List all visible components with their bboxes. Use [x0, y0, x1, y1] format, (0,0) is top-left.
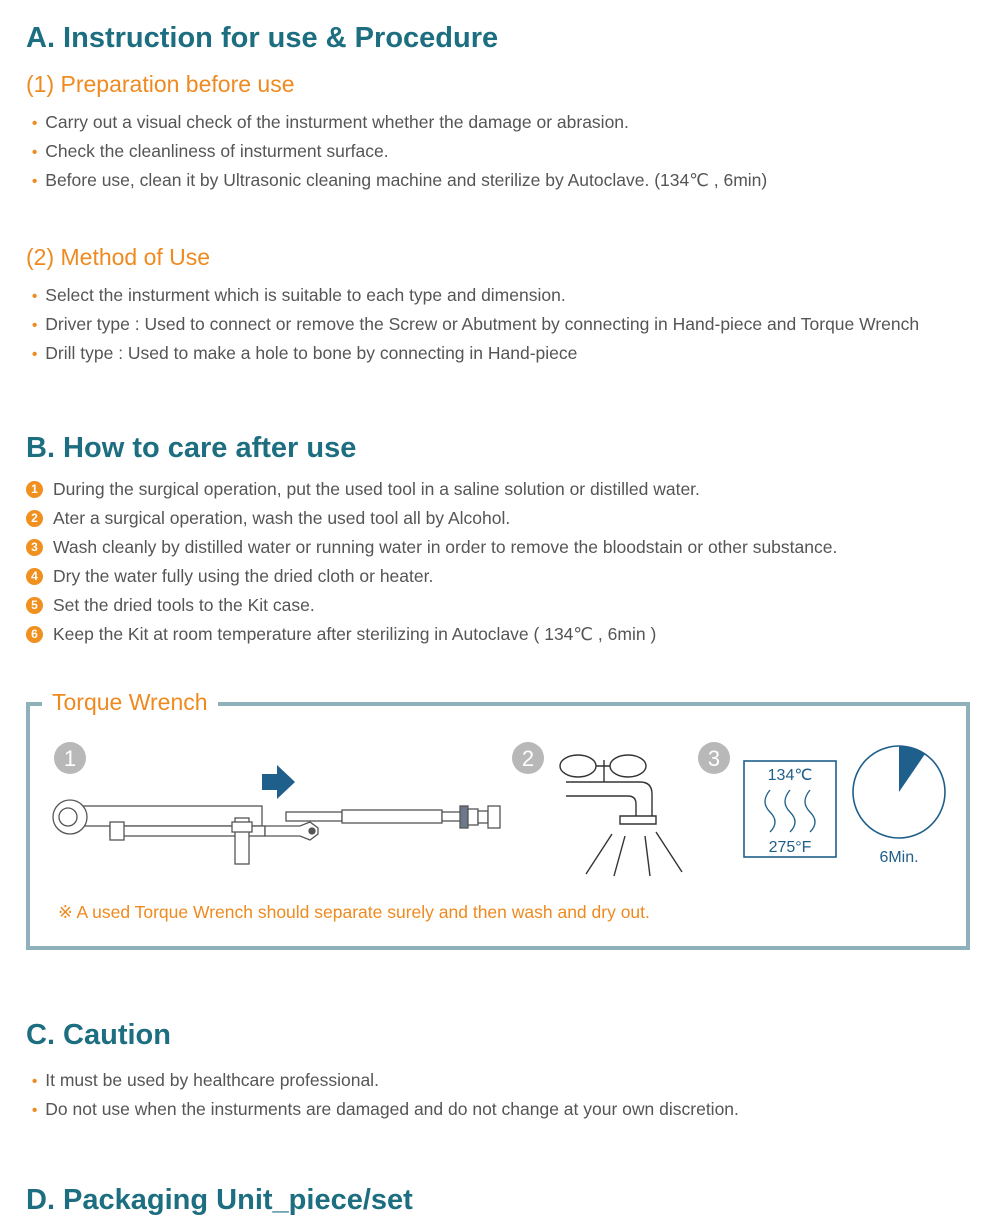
svg-text:275°F: 275°F	[768, 839, 812, 856]
step-number-badge: 1	[26, 481, 43, 498]
preparation-heading: (1) Preparation before use	[26, 71, 295, 97]
step-number-badge: 4	[26, 568, 43, 585]
driver-tip-icon	[286, 806, 500, 828]
list-item: • Drill type : Used to make a hole to bone by connecting in Hand-piece	[32, 343, 578, 363]
list-item: • Carry out a visual check of the insturment whether the damage or abrasion.	[32, 112, 629, 132]
method-heading: (2) Method of Use	[26, 244, 211, 270]
list-item: • Select the insturment which is suitable to each type and dimension.	[32, 285, 566, 305]
torque-wrench-note: ※ A used Torque Wrench should separate surely and then wash and dry out.	[58, 902, 650, 922]
arrow-right-icon	[262, 765, 295, 799]
svg-text:2: 2	[521, 746, 535, 771]
list-item: • Before use, clean it by Ultrasonic cleaning machine and sterilize by Autoclave. (134℃ , 6min)	[32, 170, 768, 190]
svg-text:134℃: 134℃	[767, 767, 813, 784]
caution-list	[32, 1066, 739, 1124]
step-number-badge: 6	[26, 626, 43, 643]
step-3-badge	[698, 742, 730, 774]
torque-wrench-icon	[53, 800, 318, 864]
step-1-badge	[54, 742, 86, 774]
section-a-title: A. Instruction for use & Procedure	[26, 22, 499, 54]
list-item: 1 During the surgical operation, put the used tool in a saline solution or distilled water.	[26, 475, 837, 504]
list-item: • Do not use when the insturments are damaged and do not change at your own discretion.	[32, 1099, 739, 1119]
faucet-icon	[560, 755, 682, 876]
section-b-title: B. How to care after use	[26, 432, 357, 464]
list-item: 2 Ater a surgical operation, wash the used tool all by Alcohol.	[26, 504, 837, 533]
section-d-title: D. Packaging Unit_piece/set	[26, 1184, 413, 1216]
list-item: 6 Keep the Kit at room temperature after sterilizing in Autoclave ( 134℃ , 6min )	[26, 620, 837, 649]
list-item: 3 Wash cleanly by distilled water or running water in order to remove the bloodstain or other substance.	[26, 533, 837, 562]
timer-icon	[853, 746, 945, 866]
list-item: • Check the cleanliness of insturment surface.	[32, 141, 389, 161]
autoclave-icon	[744, 761, 836, 857]
svg-text:1: 1	[63, 746, 77, 771]
list-item: • It must be used by healthcare professional.	[32, 1070, 379, 1090]
list-item: 5 Set the dried tools to the Kit case.	[26, 591, 837, 620]
section-c-title: C. Caution	[26, 1019, 171, 1051]
svg-text:6Min.: 6Min.	[879, 849, 919, 866]
torque-wrench-title: Torque Wrench	[42, 689, 218, 716]
svg-text:3: 3	[707, 746, 721, 771]
step-number-badge: 5	[26, 597, 43, 614]
list-item: • Driver type : Used to connect or remove the Screw or Abutment by connecting in Hand-piece and Torque Wrench	[32, 314, 920, 334]
step-2-badge	[512, 742, 544, 774]
list-item: 4 Dry the water fully using the dried cloth or heater.	[26, 562, 837, 591]
step-number-badge: 2	[26, 510, 43, 527]
step-number-badge: 3	[26, 539, 43, 556]
